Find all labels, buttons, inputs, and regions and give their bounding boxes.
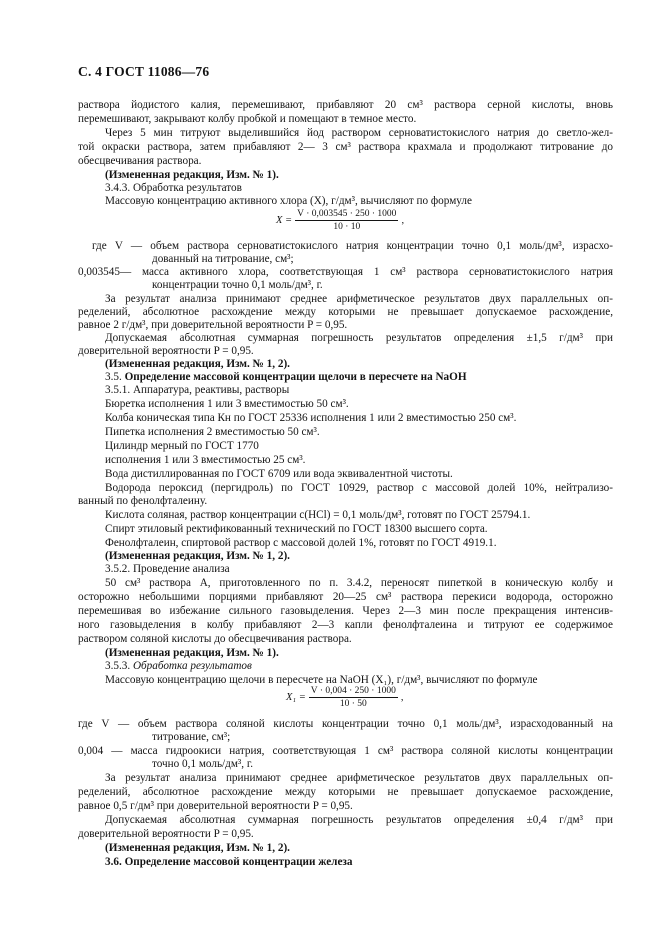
- text-line: Вода дистиллированная по ГОСТ 6709 или вода эквивалентной чистоты.: [105, 468, 453, 480]
- formula-denominator: 10 · 50: [339, 699, 367, 709]
- text-line: доверительной вероятности P = 0,95.: [78, 345, 254, 357]
- section-number: 3.5.3.: [105, 660, 131, 672]
- text-line: Цилиндр мерный по ГОСТ 1770: [105, 440, 259, 452]
- text-line: титрование, см³;: [152, 731, 231, 743]
- text-line: ного газовыделения в колбу прибавляют 2—3 капли фенолфталеина и титруют ее содержимое: [78, 619, 613, 631]
- text-line: Через 5 мин титруют выделившийся йод раствором серноватистокислого натрия до светло-жел-: [105, 127, 613, 139]
- formula-tail: ,: [401, 215, 405, 226]
- text-line: Допускаемая абсолютная суммарная погрешность результатов определения ±1,5 г/дм³ при: [105, 332, 613, 344]
- text-line: Пипетка исполнения 2 вместимостью 50 см³.: [105, 426, 320, 438]
- section-number: 3.5.: [105, 371, 122, 383]
- text-line: ределений, абсолютное расхождение между которыми не превышает допускаемое расхождение,: [78, 786, 613, 798]
- text-line: Колба коническая типа Кн по ГОСТ 25336 исполнения 1 или 2 вместимостью 250 см³.: [105, 412, 517, 424]
- section-title: Обработка результатов: [132, 660, 252, 672]
- subsection-heading: 3.5.1. Аппаратура, реактивы, растворы: [105, 384, 290, 396]
- text-line: Бюретка исполнения 1 или 3 вместимостью 50 см³.: [105, 398, 349, 410]
- text-line: обесцвечивания раствора.: [78, 155, 202, 167]
- text-line: 50 см³ раствора А, приготовленного по п. 3.4.2, переносят пипеткой в коническую колбу и: [105, 577, 613, 589]
- text-line: исполнения 1 или 3 вместимостью 25 см³.: [105, 454, 306, 466]
- text-line: дованный на титрование, см³;: [152, 253, 294, 265]
- formula-tail: ,: [400, 692, 404, 703]
- text-line: концентрации точно 0,1 моль/дм³, г.: [152, 279, 323, 291]
- text-line: раствором соляной кислоты до обесцвечивания раствора.: [78, 633, 352, 645]
- text-line: перемешивая во избежание сильного газовыделения. Через 2—3 мин после прекращения интенсив-: [78, 605, 613, 617]
- formula-fraction: [309, 686, 398, 709]
- text-line: Фенолфталеин, спиртовой раствор с массовой долей 1%, готовят по ГОСТ 4919.1.: [105, 537, 497, 549]
- text-line: точно 0,1 моль/дм³, г.: [152, 758, 253, 770]
- text-line: За результат анализа принимают среднее арифметическое результатов двух параллельных оп-: [105, 772, 613, 784]
- subsection-heading: [105, 660, 252, 673]
- formula-alkali: [286, 686, 403, 709]
- text-line: где V — объем раствора соляной кислоты концентрации точно 0,1 моль/дм³, израсходованный на: [78, 718, 613, 730]
- formula-fraction: [295, 209, 398, 232]
- text-line: За результат анализа принимают среднее арифметическое результатов двух параллельных оп-: [105, 293, 613, 305]
- text-line: раствора йодистого калия, перемешивают, прибавляют 20 см³ раствора серной кислоты, вновь: [78, 99, 613, 111]
- text-line: осторожно небольшими порциями прибавляют 20—25 см³ раствора перекиси водорода, осторожно: [78, 591, 613, 603]
- text-line: Допускаемая абсолютная суммарная погрешность результатов определения ±0,4 г/дм³ при: [105, 814, 613, 826]
- amendment-note: (Измененная редакция, Изм. № 1).: [105, 647, 279, 659]
- text-line: 0,004 — масса гидроокиси натрия, соответствующая 1 см³ раствора соляной кислоты концентрации: [78, 745, 613, 757]
- section-heading: 3.4.3. Обработка результатов: [105, 182, 242, 194]
- formula-lhs: X =: [276, 215, 293, 226]
- section-heading: [105, 371, 467, 384]
- text-line: Кислота соляная, раствор концентрации c(HCl) = 0,1 моль/дм³, готовят по ГОСТ 25794.1.: [105, 509, 531, 521]
- formula-lhs: X₁ =: [286, 692, 306, 703]
- amendment-note: (Измененная редакция, Изм. № 1, 2).: [105, 842, 290, 854]
- page-header: С. 4 ГОСТ 11086—76: [78, 64, 210, 79]
- formula-denominator: 10 · 10: [333, 222, 361, 232]
- formula-numerator: V · 0,003545 · 250 · 1000: [297, 209, 397, 219]
- text-line: перемешивают, закрывают колбу пробкой и помещают в темное место.: [78, 113, 417, 125]
- text-line: равное 0,5 г/дм³ при доверительной вероятности P = 0,95.: [78, 800, 353, 812]
- section-title: Определение массовой концентрации щелочи в пересчете на NaOH: [124, 371, 467, 383]
- text-line: ванный по фенолфталеину.: [78, 495, 208, 507]
- text-line: Массовую концентрацию щелочи в пересчете на NaOH (X₁), г/дм³, вычисляют по формуле: [105, 674, 538, 686]
- text-line: Водорода пероксид (пергидроль) по ГОСТ 10929, раствор с массовой долей 10%, нейтрализо-: [105, 482, 613, 494]
- text-line: где V — объем раствора серноватистокислого натрия концентрации точно 0,1 моль/дм³, израсхо-: [92, 240, 613, 252]
- text-line: ределений, абсолютное расхождение между которыми не превышает допускаемое расхождение,: [78, 306, 613, 318]
- amendment-note: (Измененная редакция, Изм. № 1).: [105, 169, 279, 181]
- amendment-note: (Измененная редакция, Изм. № 1, 2).: [105, 358, 290, 370]
- text-line: 0,003545— масса активного хлора, соответствующая 1 см³ раствора серноватистокислого натрия: [78, 266, 613, 278]
- text-line: доверительной вероятности P = 0,95.: [78, 828, 254, 840]
- text-line: равное 2 г/дм³, при доверительной вероятности P = 0,95.: [78, 319, 348, 331]
- text-line: той окраски раствора, затем прибавляют 2— 3 см³ раствора крахмала и продолжают титрование до: [78, 141, 613, 153]
- section-heading: 3.6. Определение массовой концентрации железа: [105, 856, 353, 868]
- amendment-note: (Измененная редакция, Изм. № 1, 2).: [105, 550, 290, 562]
- formula-active-chlorine: [276, 209, 404, 232]
- text-line: Спирт этиловый ректификованный технический по ГОСТ 18300 высшего сорта.: [105, 523, 488, 535]
- text-line: Массовую концентрацию активного хлора (X), г/дм³, вычисляют по формуле: [105, 195, 472, 207]
- formula-numerator: V · 0,004 · 250 · 1000: [310, 686, 396, 696]
- subsection-heading: 3.5.2. Проведение анализа: [105, 563, 230, 575]
